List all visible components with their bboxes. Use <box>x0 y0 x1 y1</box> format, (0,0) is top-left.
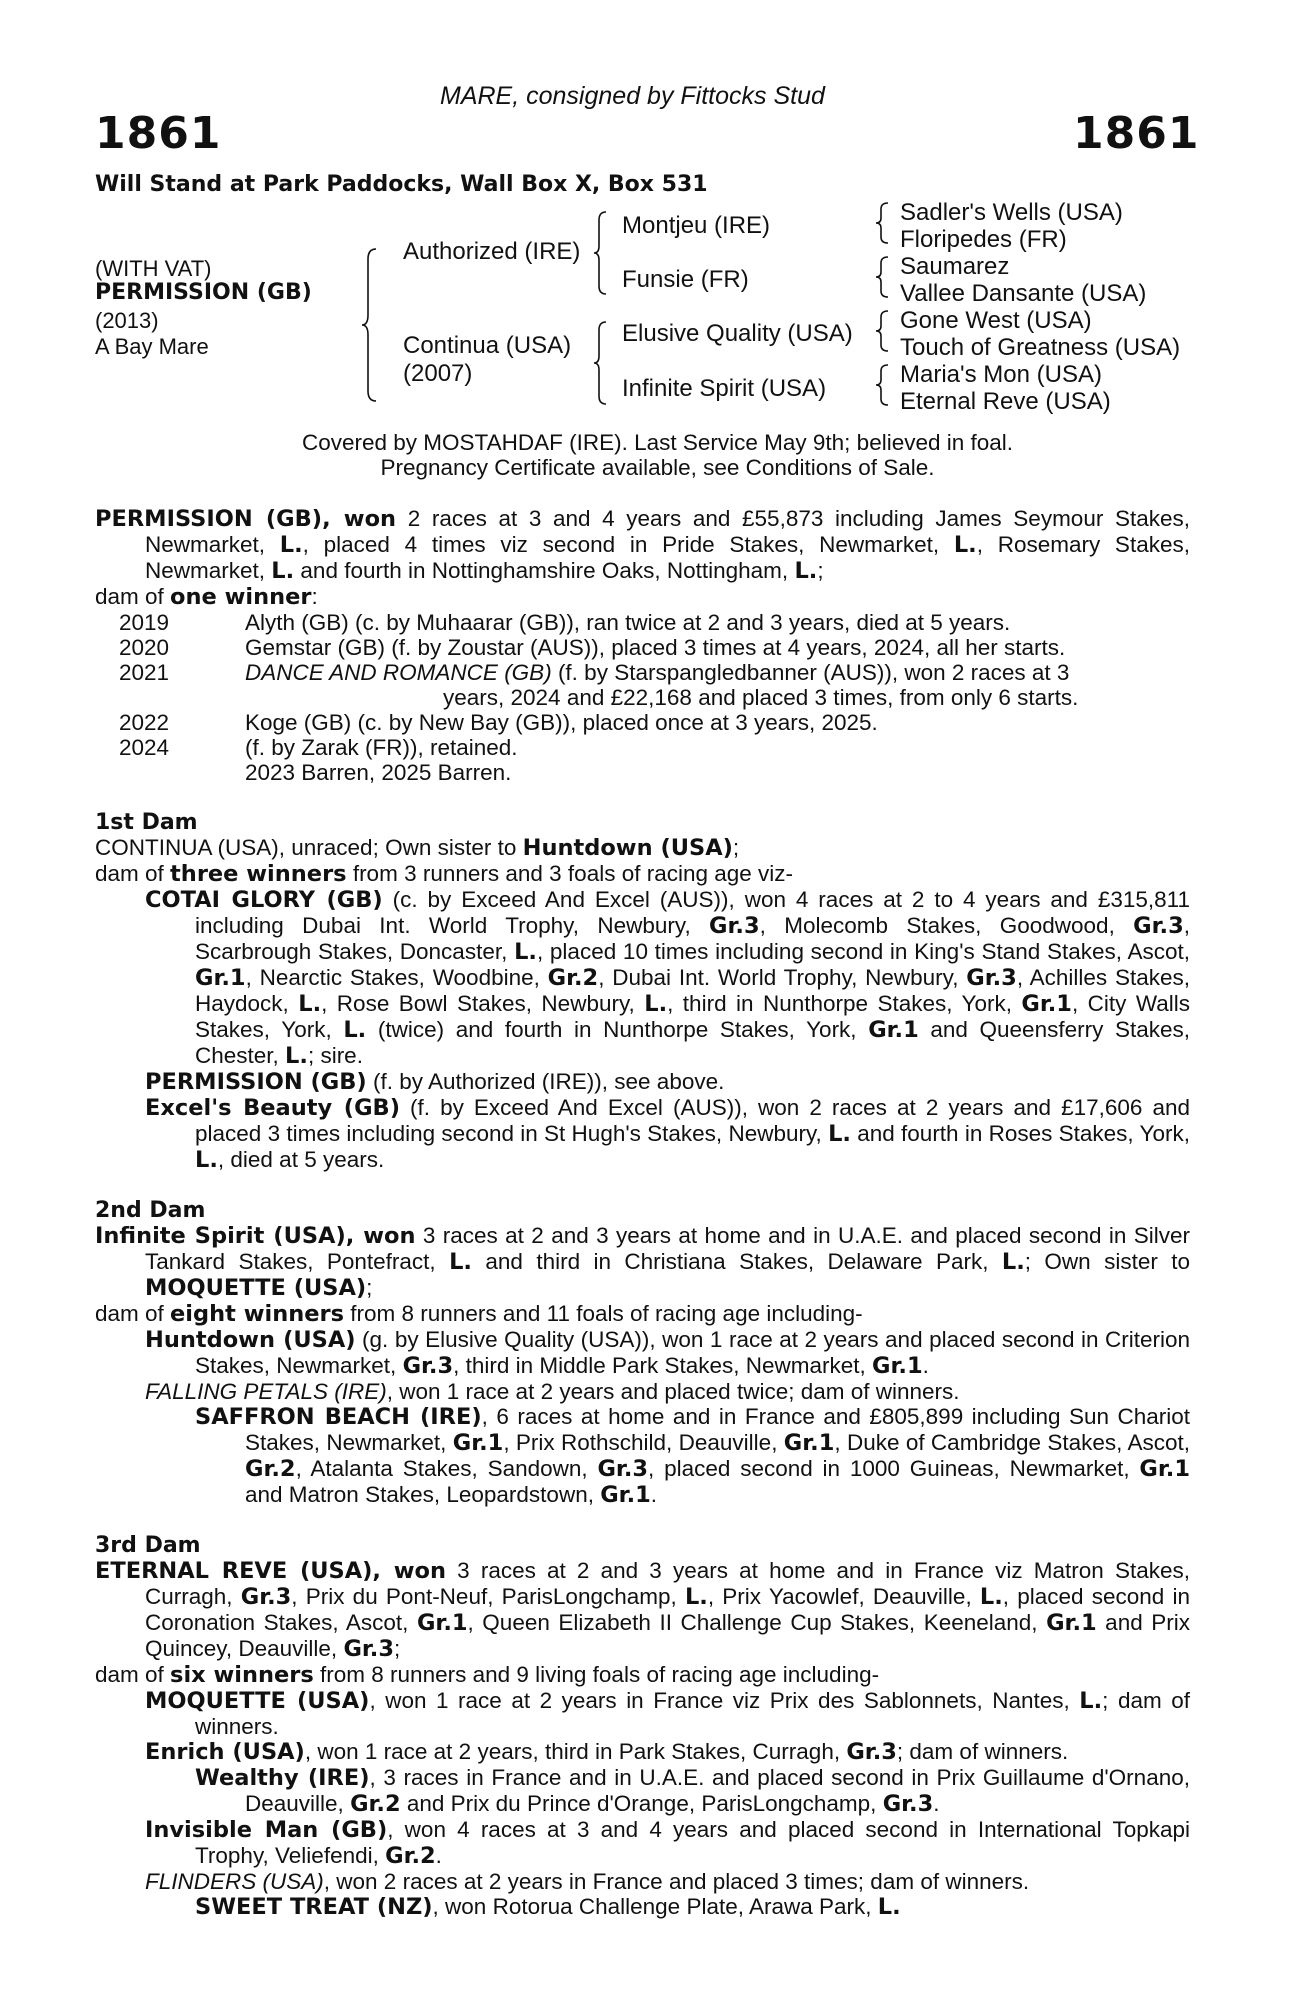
produce-moquette: MOQUETTE (USA), won 1 race at 2 years in France viz Prix des Sablonnets, Nantes, L.; dam of winners. <box>145 1688 1190 1739</box>
produce-row: 2022 Koge (GB) (c. by New Bay (GB)), placed once at 3 years, 2025. <box>118 710 878 735</box>
produce-row: 2020 Gemstar (GB) (f. by Zoustar (AUS)), placed 3 times at 4 years, 2024, all her starts. <box>118 635 1066 660</box>
pedigree-brace-sire <box>592 208 612 298</box>
produce-invisible-man: Invisible Man (GB), won 4 races at 3 and 4 years and placed second in International Topkapi Trophy, Veliefendi, Gr.2. <box>145 1817 1190 1869</box>
lot-number-right: 1861 <box>1073 108 1200 159</box>
stand-location: Will Stand at Park Paddocks, Wall Box X, Box 531 <box>95 172 708 197</box>
vat-label: (WITH VAT) <box>95 256 212 281</box>
third-dam-dam-of: dam of six winners from 8 runners and 9 living foals of racing age including- <box>95 1662 880 1688</box>
pedigree-brace-main <box>360 245 384 405</box>
consignor-line: MARE, consigned by Fittocks Stud <box>440 82 825 110</box>
produce-row: 2024 (f. by Zarak (FR)), retained. <box>118 735 518 760</box>
third-dam-heading: 3rd Dam <box>95 1533 201 1558</box>
lot-number-left: 1861 <box>95 108 222 159</box>
third-dam-summary: ETERNAL REVE (USA), won 3 races at 2 and 3 years at home and in France viz Matron Stakes, Curragh, Gr.3, Prix du Pont-Neuf, ParisLongchamp, L., Prix Yacowlef, Deauville, L., placed second in Coronation Stakes, Ascot, Gr.1, Queen Elizabeth II Challenge Cup Stakes, Keeneland, Gr.1 and Prix Quincey, Deauville, Gr.3; <box>95 1558 1190 1662</box>
pedigree-g7: Maria's Mon (USA) <box>900 361 1102 388</box>
pedigree-brace-g1 <box>874 200 894 246</box>
pedigree-brace-g3 <box>874 308 894 354</box>
horse-description: A Bay Mare <box>95 334 209 359</box>
produce-huntdown: Huntdown (USA) (g. by Elusive Quality (USA)), won 1 race at 2 years and placed second in Criterion Stakes, Newmarket, Gr.3, third in Middle Park Stakes, Newmarket, Gr.1. <box>145 1327 1191 1379</box>
produce-enrich: Enrich (USA), won 1 race at 2 years, third in Park Stakes, Curragh, Gr.3; dam of winners. <box>145 1739 1069 1765</box>
produce-sweet-treat: SWEET TREAT (NZ), won Rotorua Challenge Plate, Arawa Park, L. <box>195 1894 901 1920</box>
first-dam-dam-of: dam of three winners from 3 runners and 3 foals of racing age viz- <box>95 861 794 887</box>
pedigree-brace-dam <box>592 318 612 408</box>
produce-permission: PERMISSION (GB) (f. by Authorized (IRE)), see above. <box>145 1069 725 1095</box>
pedigree-g1: Sadler's Wells (USA) <box>900 199 1123 226</box>
pedigree-brace-g4 <box>874 362 894 408</box>
covering-line-1: Covered by MOSTAHDAF (IRE). Last Service May 9th; believed in foal. <box>301 430 1014 455</box>
produce-saffron-beach: SAFFRON BEACH (IRE), 6 races at home and in France and £805,899 including Sun Chariot Stakes, Newmarket, Gr.1, Prix Rothschild, Deauville, Gr.1, Duke of Cambridge Stakes, Ascot, Gr.2, Atalanta Stakes, Sandown, Gr.3, placed second in 1000 Guineas, Newmarket, Gr.1 and Matron Stakes, Leopardstown, Gr.1. <box>195 1404 1191 1508</box>
second-dam-dam-of: dam of eight winners from 8 runners and 11 foals of racing age including- <box>95 1301 863 1327</box>
covering-line-2: Pregnancy Certificate available, see Conditions of Sale. <box>380 455 935 480</box>
produce-falling-petals: FALLING PETALS (IRE), won 1 race at 2 years and placed twice; dam of winners. <box>145 1379 960 1404</box>
produce-row: 2021 DANCE AND ROMANCE (GB) (f. by Starspangledbanner (AUS)), won 2 races at 3 years, 2024 and £22,168 and placed 3 times, from only 6 starts. <box>118 660 1079 710</box>
pedigree-dam-year: (2007) <box>403 360 473 387</box>
mare-dam-of: dam of one winner: <box>95 584 318 610</box>
second-dam-heading: 2nd Dam <box>95 1198 206 1223</box>
produce-excels-beauty: Excel's Beauty (GB) (f. by Exceed And Excel (AUS)), won 2 races at 2 years and £17,606 and placed 3 times including second in St Hugh's Stakes, Newbury, L. and fourth in Roses Stakes, York, L., died at 5 years. <box>145 1095 1191 1173</box>
mare-summary: PERMISSION (GB), won 2 races at 3 and 4 years and £55,873 including James Seymour Stakes, Newmarket, L., placed 4 times viz second in Pride Stakes, Newmarket, L., Rosemary Stakes, Newmarket, L. and fourth in Nottinghamshire Oaks, Nottingham, L.; <box>95 506 1190 584</box>
pedigree-dam: Continua (USA) <box>403 332 572 359</box>
pedigree-g3: Saumarez <box>900 253 1010 280</box>
horse-name: PERMISSION (GB) <box>95 280 312 305</box>
produce-wealthy: Wealthy (IRE), 3 races in France and in U.A.E. and placed second in Prix Guillaume d'Ornano, Deauville, Gr.2 and Prix du Prince d'Orange, ParisLongchamp, Gr.3. <box>195 1765 1190 1817</box>
catalogue-body <box>95 506 1190 1920</box>
pedigree-g2: Floripedes (FR) <box>900 226 1067 253</box>
produce-cotai-glory: COTAI GLORY (GB) (c. by Exceed And Excel (AUS)), won 4 races at 2 to 4 years and £315,811 including Dubai Int. World Trophy, Newbury, Gr.3, Molecomb Stakes, Goodwood, Gr.3, Scarbrough Stakes, Doncaster, L., placed 10 times including second in King's Stand Stakes, Ascot, Gr.1, Nearctic Stakes, Woodbine, Gr.2, Dubai Int. World Trophy, Newbury, Gr.3, Achilles Stakes, Haydock, L., Rose Bowl Stakes, Newbury, L., third in Nunthorpe Stakes, York, Gr.1, City Walls Stakes, York, L. (twice) and fourth in Nunthorpe Stakes, York, Gr.1 and Queensferry Stakes, Chester, L.; sire. <box>145 887 1190 1069</box>
pedigree-g5: Gone West (USA) <box>900 307 1092 334</box>
pedigree-dam-sire: Elusive Quality (USA) <box>622 320 853 347</box>
produce-barren: 2023 Barren, 2025 Barren. <box>245 760 512 785</box>
pedigree-dam-dam: Infinite Spirit (USA) <box>622 375 827 402</box>
first-dam-heading: 1st Dam <box>95 810 198 835</box>
pedigree-g6: Touch of Greatness (USA) <box>900 334 1181 361</box>
pedigree-g8: Eternal Reve (USA) <box>900 388 1111 415</box>
mare-summary-name: PERMISSION (GB) <box>95 506 323 532</box>
pedigree-sire-dam: Funsie (FR) <box>622 266 749 293</box>
pedigree-sire: Authorized (IRE) <box>403 238 581 265</box>
first-dam-line: CONTINUA (USA), unraced; Own sister to Huntdown (USA); <box>95 835 740 861</box>
pedigree-brace-g2 <box>874 254 894 300</box>
pedigree-g4: Vallee Dansante (USA) <box>900 280 1147 307</box>
produce-row: 2019 Alyth (GB) (c. by Muhaarar (GB)), ran twice at 2 and 3 years, died at 5 years. <box>118 610 1011 635</box>
second-dam-summary: Infinite Spirit (USA), won 3 races at 2 and 3 years at home and in U.A.E. and placed second in Silver Tankard Stakes, Pontefract, L. and third in Christiana Stakes, Delaware Park, L.; Own sister to MOQUETTE (USA); <box>95 1223 1190 1301</box>
pedigree-sire-sire: Montjeu (IRE) <box>622 212 771 239</box>
produce-flinders: FLINDERS (USA), won 2 races at 2 years in France and placed 3 times; dam of winners. <box>145 1869 1030 1894</box>
horse-year: (2013) <box>95 308 159 333</box>
